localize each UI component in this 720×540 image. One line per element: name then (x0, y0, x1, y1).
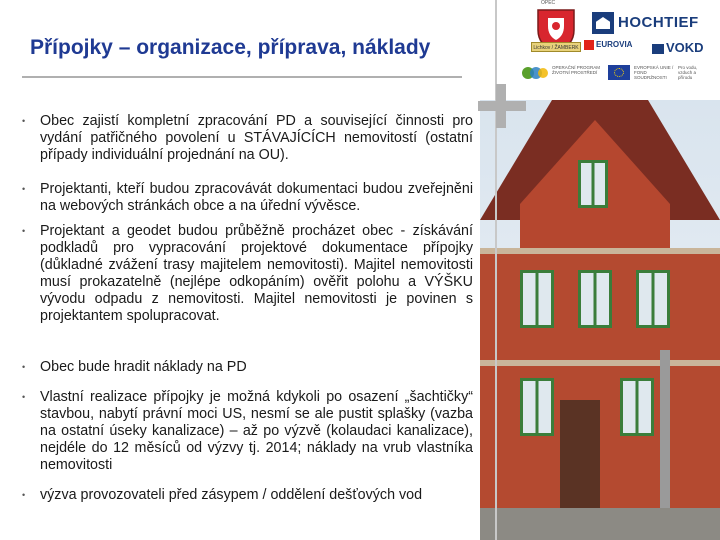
eu-flag-icon (608, 65, 630, 80)
photo-window (520, 270, 554, 328)
opzp-caption: OPERAČNÍ PROGRAM ŽIVOTNÍ PROSTŘEDÍ (552, 65, 601, 75)
eurovia-mark-icon (584, 40, 594, 50)
bullet-icon: • (22, 392, 26, 402)
hochtief-logo (592, 12, 710, 34)
opzp-logo-icon (520, 64, 550, 82)
bullet-text: Obec bude hradit náklady na PD (40, 359, 247, 375)
photo-door (560, 400, 600, 510)
eu-caption: EVROPSKÁ UNIE / FOND SOUDRŽNOSTI (634, 65, 674, 80)
vokd-mark-icon (652, 44, 664, 54)
bullet-icon: • (22, 226, 26, 236)
photo-window (520, 378, 554, 436)
vokd-logo (652, 40, 704, 55)
eu-slogan: Pro vodu, vzduch a přírodu (678, 65, 698, 80)
crest-caption: OPEC (541, 0, 556, 6)
vokd-text: VOKD (666, 40, 704, 55)
crest-banner: Lichkov / ŽAMBERK (531, 42, 581, 52)
hochtief-text: HOCHTIEF (618, 14, 699, 31)
bullet-text: Projektanti, kteří budou zpracovávát dokumentaci budou zveřejněni na webových stránkách obce a na úřední vývěsce. (40, 181, 473, 214)
photo-window (620, 378, 654, 436)
hochtief-mark-icon (592, 12, 614, 34)
bullet-text: Vlastní realizace přípojky je možná kdykoli po osazení „šachtičky“ stavbou, nabytí právní moci US, nesmí se ale pustit splašky (vazba na ostatní úseky kanalizace) – až po výzvě (kolaudaci kanalizace), nejdéle do 12 měsíců od výzvy tj. 2014; náklady na vrub vlastníka nemovitosti (40, 389, 473, 473)
photo-window (636, 270, 670, 328)
title-underline (22, 76, 462, 78)
photo-cornice (480, 248, 720, 254)
photo-pole (660, 350, 670, 520)
bullet-text: výzva provozovateli před zásypem / oddělení dešťových vod (40, 487, 423, 503)
slide-title: Přípojky – organizace, příprava, náklady (30, 36, 431, 59)
photo-cornice (480, 360, 720, 366)
eurovia-logo (584, 40, 644, 54)
bullet-text: Projektant a geodet budou průběžně procházet obec - získávání podkladů pro vypracování projektové dokumentace přípojky (důkladné zvážení trasy majitelem nemovitosti). Majitel nemovitosti musí prokazatelně (nejlépe odkopáním) ověřit polohu a VÝŠKU vývodu odpadu z nemovitosti. Majitel nemovitosti je povinen s projektantem spolupracovat. (40, 223, 473, 324)
eurovia-text: EUROVIA (596, 40, 633, 50)
bullet-icon: • (22, 362, 26, 372)
bullet-text: Obec zajistí kompletní zpracování PD a související činnosti pro vydání patřičného povolení u STÁVAJÍCÍCH nemovitostí (ostatní případy individuální projednání na OU). (40, 113, 473, 163)
building-photo (480, 100, 720, 540)
cross-ornament-vertical (496, 84, 506, 128)
eu-funding-logos (520, 62, 710, 84)
photo-window (578, 160, 608, 208)
bullet-icon: • (22, 490, 26, 500)
bullet-icon: • (22, 184, 26, 194)
photo-ground (480, 508, 720, 540)
bullet-icon: • (22, 116, 26, 126)
photo-window (578, 270, 612, 328)
divider-vertical (495, 0, 497, 540)
